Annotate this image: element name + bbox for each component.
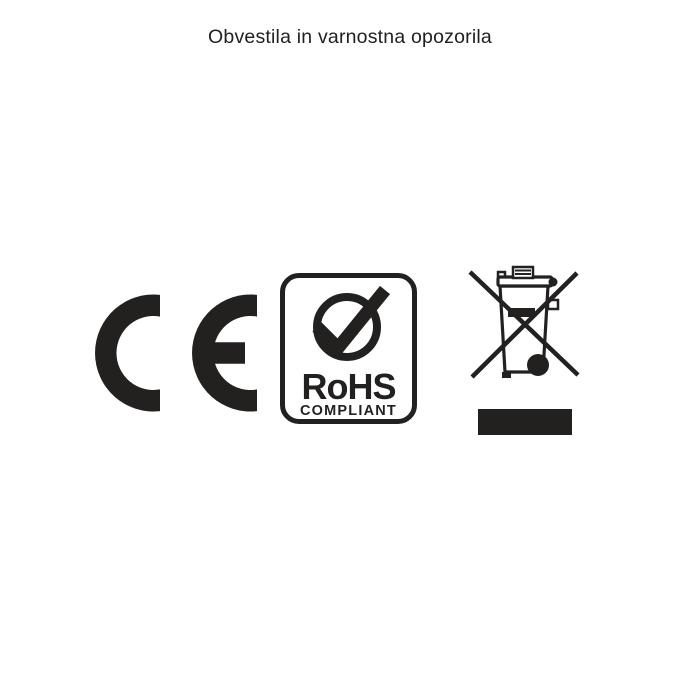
rohs-badge: [280, 273, 417, 424]
check-circle-icon: [307, 286, 391, 364]
ce-letter-c: [95, 295, 160, 412]
ce-mark-icon: [95, 294, 257, 412]
crossed-out-wheelie-bin-icon: [462, 262, 582, 442]
ce-mark: [95, 294, 257, 412]
bin-hinge-dot: [549, 278, 558, 287]
rohs-title: RoHS: [301, 366, 396, 407]
ce-letter-e: [192, 295, 257, 412]
weee-mark: [462, 262, 582, 442]
weee-underline-bar: [478, 409, 572, 435]
bin-wheel: [527, 354, 549, 376]
bin-handle: [513, 267, 533, 278]
bin-front-bar: [508, 308, 535, 317]
rohs-subtitle: COMPLIANT: [300, 403, 397, 420]
bin-foot: [502, 372, 511, 378]
page-title: Obvestila in varnostna opozorila: [208, 26, 492, 48]
